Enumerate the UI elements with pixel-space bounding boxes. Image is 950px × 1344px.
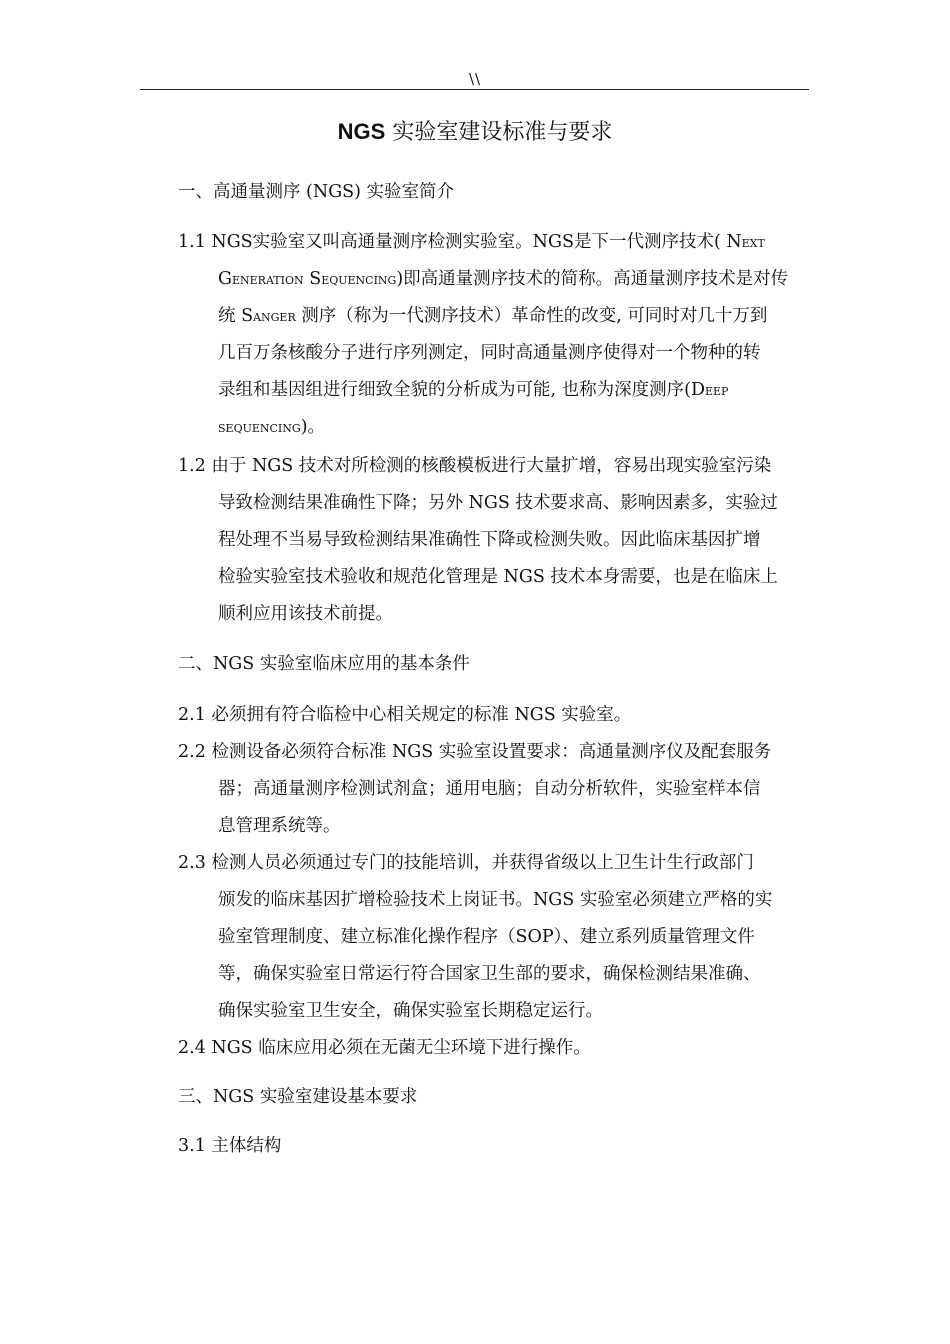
section-1-heading xyxy=(178,174,810,211)
paragraph-2-1 xyxy=(178,697,810,734)
para-line: 颁发的临床基因扩增检验技术上岗证书。NGS 实验室必须建立严格的实 xyxy=(218,890,773,910)
small-caps-run: EEP xyxy=(704,385,729,398)
para-line: 顺利应用该技术前提。 xyxy=(218,604,393,624)
para-line: 2.2 检测设备必须符合标准 NGS 实验室设置要求：高通量测序仪及配套服务 xyxy=(178,742,772,762)
section-2-heading xyxy=(178,646,810,683)
para-line: 等，确保实验室日常运行符合国家卫生部的要求，确保检测结果准确、 xyxy=(218,964,761,984)
text-run: )即高通量测序技术的简称。高通量测序技术是对传 xyxy=(396,269,789,289)
header-rule xyxy=(140,89,809,90)
title-cjk: 实验室建设标准与要求 xyxy=(392,120,613,145)
para-line xyxy=(178,409,810,446)
page-header-mark: \\ xyxy=(468,70,482,88)
text-run: 录组和基因组进行细致全貌的分析成为可能, 也称为深度测序(D xyxy=(218,380,705,400)
paragraph-2-4 xyxy=(178,1030,810,1067)
small-caps-run: ENERATION xyxy=(231,274,304,287)
text-run: S xyxy=(303,269,322,289)
para-line: 1.2 由于 NGS 技术对所检测的核酸模板进行大量扩增，容易出现实验室污染 xyxy=(178,456,772,476)
para-line xyxy=(178,298,810,335)
paragraph-2-2 xyxy=(178,734,810,845)
para-line: 确保实验室卫生安全，确保实验室长期稳定运行。 xyxy=(218,1001,603,1021)
para-line: 器；高通量测序检测试剂盒；通用电脑；自动分析软件，实验室样本信 xyxy=(218,779,761,799)
section-3-heading xyxy=(178,1079,810,1116)
paragraph-2-3 xyxy=(178,845,810,1030)
title-latin: NGS xyxy=(337,119,386,144)
small-caps-run: SEQUENCING xyxy=(218,422,301,435)
para-line: 2.4 NGS 临床应用必须在无菌无尘环境下进行操作。 xyxy=(178,1038,591,1058)
text-run: )。 xyxy=(300,417,326,437)
section-heading-text: 二、NGS 实验室临床应用的基本条件 xyxy=(178,654,470,674)
para-line: 息管理系统等。 xyxy=(218,816,341,836)
small-caps-run: ANGER xyxy=(253,311,296,324)
para-line xyxy=(178,372,810,409)
text-run: 测序（称为一代测序技术）革命性的改变, 可同时对几十万到 xyxy=(295,306,768,326)
small-caps-run: EQUENCING xyxy=(321,274,397,287)
paragraph-3-1 xyxy=(178,1128,810,1165)
para-line xyxy=(178,261,810,298)
paragraph-1-1 xyxy=(178,224,810,446)
para-line: 验室管理制度、建立标准化操作程序（SOP）、建立系列质量管理文件 xyxy=(218,927,755,947)
para-line: 程处理不当易导致检测结果准确性下降或检测失败。因此临床基因扩增 xyxy=(218,530,761,550)
para-line: 导致检测结果准确性下降；另外 NGS 技术要求高、影响因素多，实验过 xyxy=(218,493,778,513)
para-line: 2.1 必须拥有符合临检中心相关规定的标准 NGS 实验室。 xyxy=(178,705,632,725)
text-run: 统 S xyxy=(218,306,254,326)
paragraph-1-2 xyxy=(178,448,810,633)
text-run: 1.1 NGS实验室又叫高通量测序检测实验室。NGS是下一代测序技术( N xyxy=(178,232,742,252)
para-line: 几百万条核酸分子进行序列测定，同时高通量测序使得对一个物种的转 xyxy=(218,343,761,363)
text-run: G xyxy=(218,269,232,289)
para-line: 检验实验室技术验收和规范化管理是 NGS 技术本身需要，也是在临床上 xyxy=(218,567,778,587)
para-line xyxy=(178,224,810,261)
section-heading-text: 一、高通量测序 (NGS) 实验室简介 xyxy=(178,182,455,202)
para-line: 2.3 检测人员必须通过专门的技能培训，并获得省级以上卫生计生行政部门 xyxy=(178,853,754,873)
para-line: 3.1 主体结构 xyxy=(178,1136,282,1156)
section-heading-text: 三、NGS 实验室建设基本要求 xyxy=(178,1087,418,1107)
document-title xyxy=(0,116,950,149)
small-caps-run: EXT xyxy=(741,237,765,250)
